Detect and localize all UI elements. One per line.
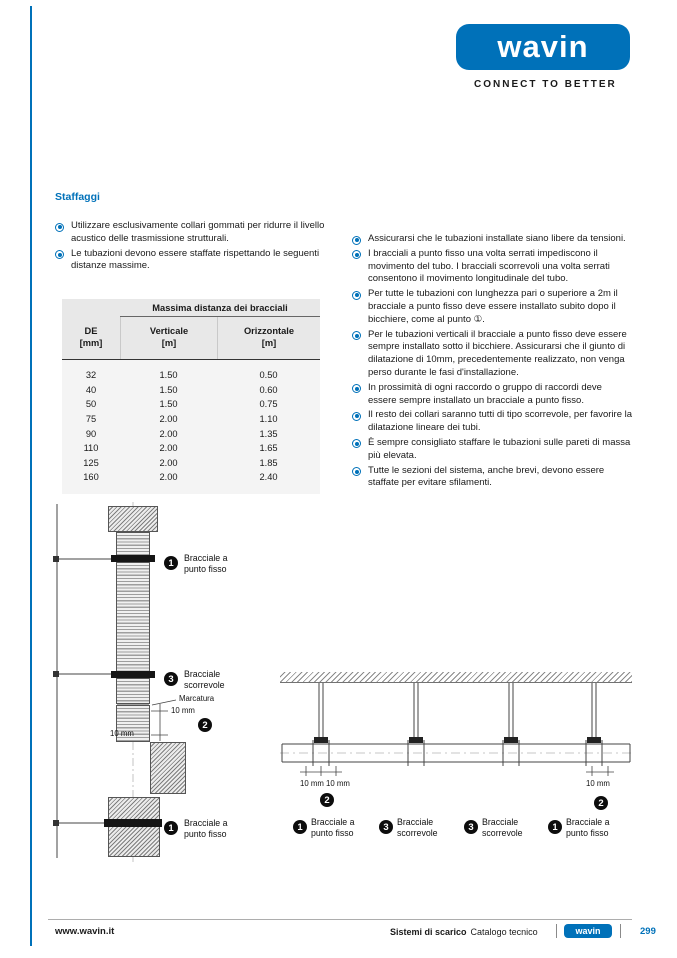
pipe-socket bbox=[108, 506, 158, 532]
table-header-orizzontale bbox=[217, 317, 320, 359]
table-row bbox=[62, 441, 320, 456]
table-cell: 1.35 bbox=[259, 428, 278, 439]
table-body bbox=[62, 360, 320, 494]
legend-label: Bracciale a punto fisso bbox=[566, 817, 610, 838]
legend-callout-1: 1 bbox=[548, 820, 562, 834]
legend-callout-3: 3 bbox=[379, 820, 393, 834]
bullet-icon bbox=[352, 291, 361, 300]
left-margin-rule bbox=[30, 6, 32, 946]
bullet-text: Per tutte le tubazioni con lunghezza pari o superiore a 2m il bracciale a punto fisso deve essere installato subito dopo il bicchiere, come al punto ①. bbox=[368, 288, 618, 325]
header-line1: DE bbox=[84, 326, 98, 336]
page-number: 299 bbox=[640, 926, 656, 937]
footer-url[interactable]: www.wavin.it bbox=[55, 926, 115, 937]
legend-callout-3: 3 bbox=[464, 820, 478, 834]
bullet-item bbox=[352, 382, 633, 408]
legend-label: Bracciale a punto fisso bbox=[311, 817, 355, 838]
table-cell: 0.60 bbox=[259, 384, 278, 395]
legend-callout-1: 1 bbox=[293, 820, 307, 834]
table-cell: 1.65 bbox=[259, 443, 278, 454]
table-row bbox=[62, 470, 320, 485]
header-line2: [m] bbox=[261, 338, 277, 348]
table-cell: 125 bbox=[83, 457, 99, 468]
table-header-verticale bbox=[120, 317, 217, 359]
table-cell: 1.50 bbox=[159, 384, 178, 395]
bullet-text: In prossimità di ogni raccordo o gruppo di raccordi deve essere sempre installato un bracciale a punto fisso. bbox=[368, 381, 602, 406]
fixed-bracket-bar bbox=[111, 555, 155, 562]
brackets-distance-table bbox=[62, 299, 320, 494]
bullet-text: Utilizzare esclusivamente collari gommati per ridurre il livello acustico delle trasmissione strutturali. bbox=[71, 220, 325, 244]
table-cell: 2.00 bbox=[159, 457, 178, 468]
header-line2: [mm] bbox=[79, 338, 103, 348]
table-header-row bbox=[62, 317, 320, 360]
label-bracciale-punto-fisso: Bracciale a punto fisso bbox=[184, 818, 228, 839]
footer-section-regular: Catalogo tecnico bbox=[470, 927, 538, 937]
wall-anchor bbox=[53, 820, 59, 826]
sliding-bracket-bar bbox=[111, 671, 155, 678]
dim-10mm-top: 10 mm bbox=[171, 706, 195, 715]
table-cell: 1.50 bbox=[159, 399, 178, 410]
table-cell: 160 bbox=[83, 472, 99, 483]
table-cell: 1.85 bbox=[259, 457, 278, 468]
table-row bbox=[62, 412, 320, 427]
horizontal-diagram-lines bbox=[280, 682, 632, 776]
table-cell: 2.00 bbox=[159, 472, 178, 483]
table-row bbox=[62, 426, 320, 441]
bullet-icon bbox=[55, 250, 64, 259]
wall-anchor bbox=[53, 556, 59, 562]
bullet-item bbox=[55, 248, 338, 274]
bullet-icon bbox=[352, 467, 361, 476]
footer-separator bbox=[556, 924, 557, 938]
pipe-fitting bbox=[150, 742, 186, 794]
bullet-icon bbox=[352, 384, 361, 393]
table-row bbox=[62, 368, 320, 383]
bullet-item bbox=[352, 233, 633, 246]
legend-label: Bracciale scorrevole bbox=[397, 817, 438, 838]
callout-1: 1 bbox=[164, 821, 178, 835]
callout-1: 1 bbox=[164, 556, 178, 570]
callout-2: 2 bbox=[320, 793, 334, 807]
table-cell: 2.00 bbox=[159, 443, 178, 454]
bullet-text: Le tubazioni devono essere staffate rispettando le seguenti distanze massime. bbox=[71, 247, 320, 272]
table-row bbox=[62, 456, 320, 471]
bullet-item bbox=[352, 248, 633, 286]
legend-label: Bracciale scorrevole bbox=[482, 817, 523, 838]
right-column bbox=[352, 233, 633, 492]
bullet-icon bbox=[352, 331, 361, 340]
table-cell: 90 bbox=[85, 428, 97, 439]
wavin-logo bbox=[456, 24, 630, 70]
page-title: Staffaggi bbox=[55, 191, 100, 203]
table-cell: 50 bbox=[85, 399, 97, 410]
left-column bbox=[55, 220, 338, 275]
table-title-row bbox=[62, 299, 320, 317]
bullet-icon bbox=[55, 223, 64, 232]
label-bracciale-punto-fisso: Bracciale a punto fisso bbox=[184, 553, 228, 574]
bullet-icon bbox=[352, 236, 361, 245]
fixed-bracket-bar bbox=[104, 819, 162, 827]
bullet-icon bbox=[352, 412, 361, 421]
bullet-text: Per le tubazioni verticali il bracciale a punto fisso deve essere sempre installato sotto il bicchiere. Assicurarsi che il giunto di dilatazione di 10mm, precedentemente realizzato, non venga perso durante le fasi d'installazione. bbox=[368, 328, 627, 378]
bullet-text: Il resto dei collari saranno tutti di tipo scorrevole, per favorire la dilatazione lineare dei tubi. bbox=[368, 409, 633, 434]
table-cell: 40 bbox=[85, 384, 97, 395]
pipe-segment bbox=[116, 532, 150, 556]
table-title: Massima distanza dei bracciali bbox=[120, 299, 320, 317]
dim-10mm-bottom: 10 mm bbox=[110, 729, 134, 738]
bullet-text: Assicurarsi che le tubazioni installate siano libere da tensioni. bbox=[368, 233, 626, 244]
header-line1: Orizzontale bbox=[243, 326, 295, 336]
footer-wavin-logo: wavin bbox=[564, 924, 612, 938]
bullet-item bbox=[352, 288, 633, 326]
dim-10mm-10mm: 10 mm 10 mm bbox=[300, 779, 350, 788]
label-bracciale-scorrevole: Bracciale scorrevole bbox=[184, 669, 225, 690]
table-cell: 75 bbox=[85, 414, 97, 425]
dim-10mm-right: 10 mm bbox=[586, 779, 610, 788]
bullet-item bbox=[352, 409, 633, 435]
callout-2: 2 bbox=[594, 796, 608, 810]
header-line1: Verticale bbox=[149, 326, 189, 336]
table-cell: 1.10 bbox=[259, 414, 278, 425]
bullet-text: I bracciali a punto fisso una volta serrati impediscono il movimento del tubo. I bracciali scorrevoli una volta serrati consentono il movimento longitudinale del tubo. bbox=[368, 247, 610, 285]
wall-anchor bbox=[53, 671, 59, 677]
table-cell: 0.75 bbox=[259, 399, 278, 410]
table-cell: 32 bbox=[85, 370, 97, 381]
bullet-text: Tutte le sezioni del sistema, anche brevi, devono essere staffate per evitare sfilamenti. bbox=[368, 464, 605, 489]
bullet-icon bbox=[352, 250, 361, 259]
table-cell: 2.00 bbox=[159, 414, 178, 425]
bullet-item bbox=[352, 437, 633, 463]
bullet-item bbox=[352, 329, 633, 380]
callout-2: 2 bbox=[198, 718, 212, 732]
bullet-item bbox=[352, 465, 633, 491]
header-line2: [m] bbox=[161, 338, 177, 348]
label-marcatura: Marcatura bbox=[179, 694, 215, 703]
pipe-segment bbox=[116, 562, 150, 672]
table-cell: 1.50 bbox=[159, 370, 178, 381]
bullet-item bbox=[55, 220, 338, 246]
table-cell: 2.40 bbox=[259, 472, 278, 483]
table-row bbox=[62, 397, 320, 412]
pipe-segment bbox=[116, 678, 150, 704]
bullet-icon bbox=[352, 439, 361, 448]
table-header-de bbox=[62, 317, 120, 359]
pipe-socket bbox=[108, 797, 160, 857]
ceiling-hatch bbox=[280, 672, 632, 682]
footer-section-bold: Sistemi di scarico bbox=[390, 927, 467, 937]
wavin-logo-text: wavin bbox=[497, 29, 589, 64]
footer-section bbox=[390, 927, 538, 937]
table-row bbox=[62, 383, 320, 398]
logo-tagline: CONNECT TO BETTER bbox=[474, 79, 617, 90]
bullet-text: È sempre consigliato staffare le tubazioni sulle pareti di massa più elevata. bbox=[368, 436, 631, 461]
footer-divider bbox=[48, 919, 632, 920]
table-cell: 0.50 bbox=[259, 370, 278, 381]
footer-separator bbox=[620, 924, 621, 938]
table-cell: 110 bbox=[83, 443, 99, 454]
table-cell: 2.00 bbox=[159, 428, 178, 439]
callout-3: 3 bbox=[164, 672, 178, 686]
